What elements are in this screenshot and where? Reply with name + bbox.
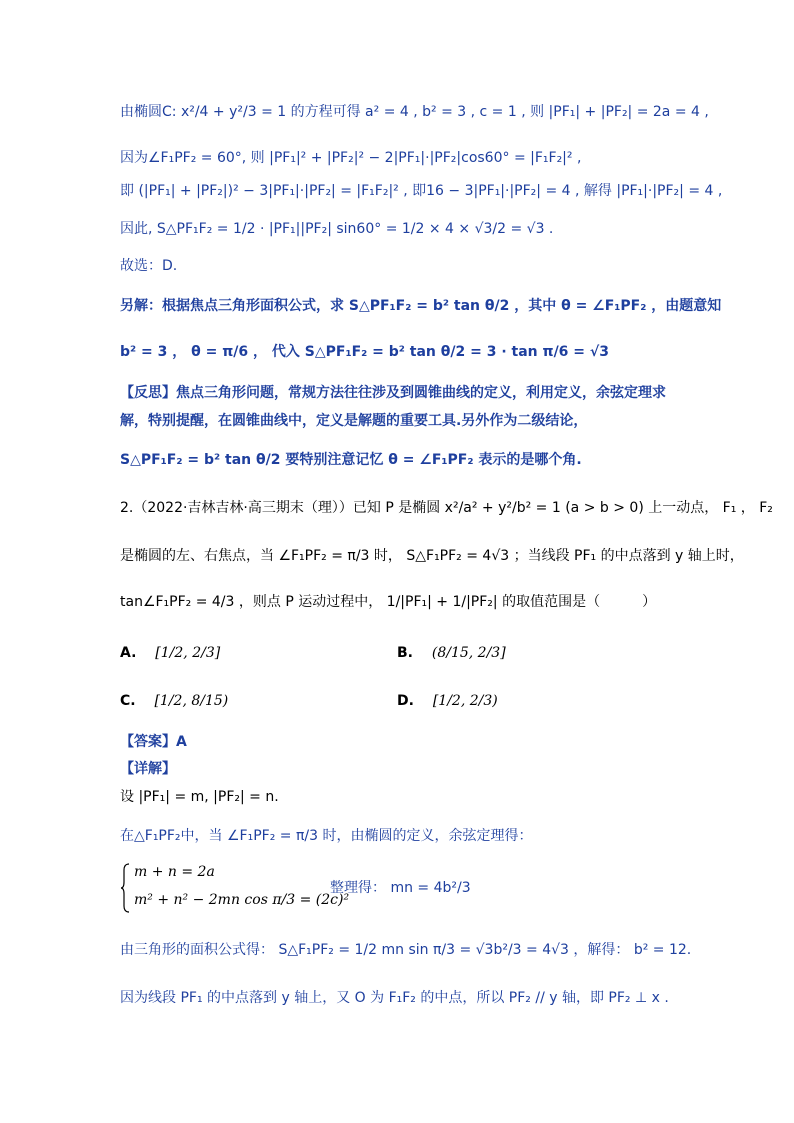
option-b-label: B. bbox=[397, 645, 413, 661]
equation-row-2: m² + n² − 2mn cos π/3 = (2c)² bbox=[134, 892, 350, 908]
option-b bbox=[397, 645, 506, 661]
option-d bbox=[397, 693, 498, 709]
problem-2-line-2: 是椭圆的左、右焦点，当 ∠F₁PF₂ = π/3 时， S△F₁PF₂ = 4√3 ；当线段 PF₁ 的中点落到 y 轴上时， bbox=[120, 548, 744, 564]
answer-line: 【答案】A bbox=[120, 734, 187, 750]
problem-2-line-1: 2.（2022·吉林吉林·高三期末（理））已知 P 是椭圆 x²/a² + y²/b² = 1 (a > b > 0) 上一动点， F₁ ， F₂ bbox=[120, 500, 773, 516]
problem-2-line-3: tan∠F₁PF₂ = 4/3 ，则点 P 运动过程中， 1/|PF₁| + 1/|PF₂| 的取值范围是（ ） bbox=[120, 594, 657, 610]
option-b-value: (8/15, 2/3] bbox=[431, 645, 506, 661]
solution-line-2: 因为∠F₁PF₂ = 60°, 则 |PF₁|² + |PF₂|² − 2|PF₁|·|PF₂|cos60° = |F₁F₂|² , bbox=[120, 150, 582, 166]
option-c-label: C. bbox=[120, 693, 136, 709]
option-c-value: [1/2, 8/15) bbox=[154, 693, 229, 709]
equation-row-1: m + n = 2a bbox=[134, 864, 215, 880]
detail-line-1: 设 |PF₁| = m, |PF₂| = n. bbox=[120, 789, 279, 805]
solution-line-1: 由椭圆C: x²/4 + y²/3 = 1 的方程可得 a² = 4 , b² = 3 , c = 1 , 则 |PF₁| + |PF₂| = 2a = 4 , bbox=[120, 104, 709, 120]
detail-heading: 【详解】 bbox=[120, 761, 176, 777]
option-a-value: [1/2, 2/3] bbox=[155, 645, 221, 661]
detail-line-4: 由三角形的面积公式得： S△F₁PF₂ = 1/2 mn sin π/3 = √3b²/3 = 4√3 ，解得： b² = 12. bbox=[120, 942, 692, 958]
option-d-value: [1/2, 2/3) bbox=[432, 693, 498, 709]
choice-line: 故选：D. bbox=[120, 258, 178, 274]
detail-simplified: 整理得： mn = 4b²/3 bbox=[330, 880, 471, 896]
solution-line-3: 即 (|PF₁| + |PF₂|)² − 3|PF₁|·|PF₂| = |F₁F₂|² , 即16 − 3|PF₁|·|PF₂| = 4 , 解得 |PF₁|·|PF₂| = 4 , bbox=[120, 183, 723, 199]
option-d-label: D. bbox=[397, 693, 414, 709]
reflection-line-3: S△PF₁F₂ = b² tan θ/2 要特别注意记忆 θ = ∠F₁PF₂ 表示的是哪个角. bbox=[120, 452, 582, 468]
solution-line-4: 因此, S△PF₁F₂ = 1/2 · |PF₁||PF₂| sin60° = 1/2 × 4 × √3/2 = √3 . bbox=[120, 221, 554, 237]
option-c bbox=[120, 693, 228, 709]
alt-solution-line-1: 另解：根据焦点三角形面积公式，求 S△PF₁F₂ = b² tan θ/2 ，其中 θ = ∠F₁PF₂ ，由题意知 bbox=[120, 298, 722, 314]
reflection-line-1: 【反思】焦点三角形问题，常规方法往往涉及到圆锥曲线的定义，利用定义，余弦定理求 bbox=[120, 385, 666, 401]
alt-solution-line-2: b² = 3 ， θ = π/6 ， 代入 S△PF₁F₂ = b² tan θ/2 = 3 · tan π/6 = √3 bbox=[120, 344, 609, 360]
option-a-label: A. bbox=[120, 645, 137, 661]
detail-line-2: 在△F₁PF₂中，当 ∠F₁PF₂ = π/3 时，由椭圆的定义，余弦定理得： bbox=[120, 828, 533, 844]
detail-line-5: 因为线段 PF₁ 的中点落到 y 轴上，又 O 为 F₁F₂ 的中点，所以 PF₂ // y 轴，即 PF₂ ⊥ x . bbox=[120, 990, 669, 1006]
option-a bbox=[120, 645, 220, 661]
reflection-line-2: 解，特别提醒，在圆锥曲线中，定义是解题的重要工具.另外作为二级结论， bbox=[120, 413, 588, 429]
left-brace-icon bbox=[120, 862, 130, 914]
